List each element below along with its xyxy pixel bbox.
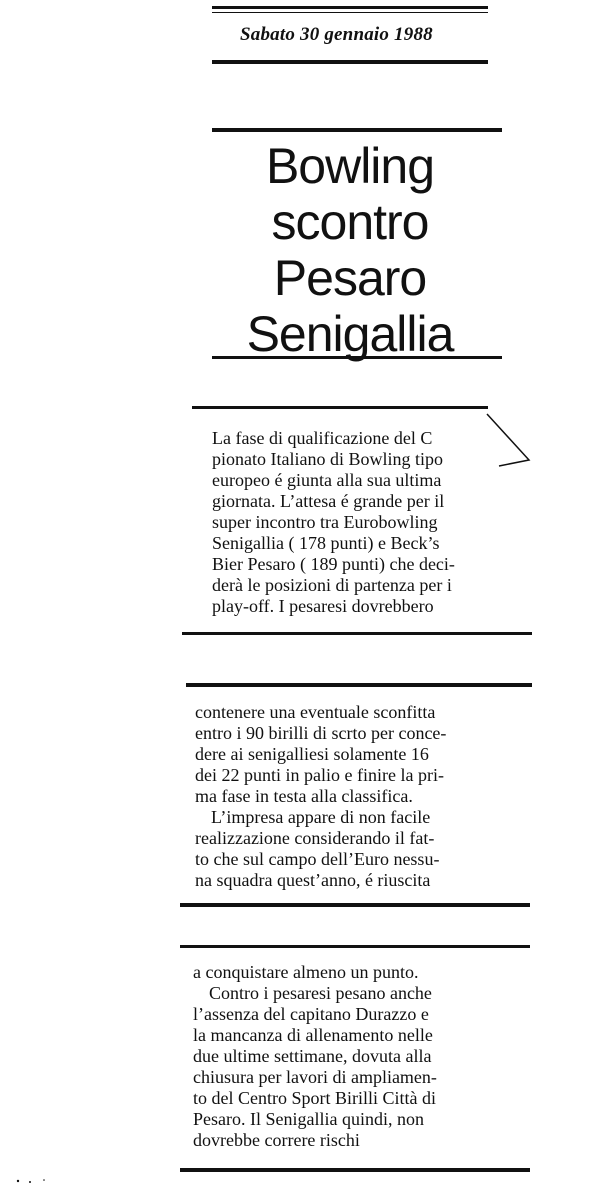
headline-line-2: scontro bbox=[271, 194, 429, 250]
column-2-line: contenere una eventuale sconfitta bbox=[195, 702, 436, 722]
column-1-line: play-off. I pesaresi dovrebbero bbox=[212, 596, 434, 616]
column-1-line: Senigallia ( 178 punti) e Beck’s bbox=[212, 533, 440, 553]
headline-line-3: Pesaro bbox=[273, 250, 427, 306]
column-3-line: due ultime settimane, dovuta alla bbox=[193, 1046, 432, 1066]
column-2-line: na squadra quest’anno, é riuscita bbox=[195, 870, 431, 890]
article-column-2 bbox=[195, 702, 517, 891]
headline-line-4: Senigallia bbox=[246, 306, 454, 362]
column-2-line: dere ai senigalliesi solamente 16 bbox=[195, 744, 429, 764]
column-2-line: L’impresa appare di non facile bbox=[211, 807, 431, 827]
column-3-line: to del Centro Sport Birilli Città di bbox=[193, 1088, 436, 1108]
rule-col2-top bbox=[186, 683, 532, 687]
rule-col1-bottom bbox=[182, 632, 532, 635]
column-3-line: chiusura per lavori di ampliamen- bbox=[193, 1067, 437, 1087]
rule-col2-bottom bbox=[180, 903, 530, 907]
rule-top-1 bbox=[212, 6, 488, 9]
column-1-line: europeo é giunta alla sua ultima bbox=[212, 470, 442, 490]
column-2-line: realizzazione considerando il fat- bbox=[195, 828, 435, 848]
column-3-line: la mancanza di allenamento nelle bbox=[193, 1025, 433, 1045]
rule-headline-top bbox=[212, 128, 502, 132]
column-3-line: dovrebbe correre rischi bbox=[193, 1130, 360, 1150]
scan-specks bbox=[14, 1176, 54, 1186]
rule-top-2 bbox=[212, 12, 488, 13]
rule-col3-top bbox=[180, 945, 530, 948]
column-3-line: Contro i pesaresi pesano anche bbox=[209, 983, 432, 1003]
column-1-line: pionato Italiano di Bowling tipo bbox=[212, 449, 443, 469]
column-1-line: La fase di qualificazione del C bbox=[212, 428, 433, 448]
column-2-line: ma fase in testa alla classifica. bbox=[195, 786, 413, 806]
rule-date-bottom bbox=[212, 60, 488, 64]
article-column-3 bbox=[193, 962, 515, 1151]
column-3-line: l’assenza del capitano Durazzo e bbox=[193, 1004, 429, 1024]
headline-line-1: Bowling bbox=[265, 138, 435, 194]
column-2-line: dei 22 punti in palio e finire la pri- bbox=[195, 765, 444, 785]
rule-col1-top bbox=[192, 406, 488, 409]
column-3-line: a conquistare almeno un punto. bbox=[193, 962, 419, 982]
rule-col3-bottom bbox=[180, 1168, 530, 1172]
date-line: Sabato 30 gennaio 1988 bbox=[240, 24, 433, 45]
article-column-1 bbox=[212, 428, 534, 617]
column-1-line: super incontro tra Eurobowling bbox=[212, 512, 438, 532]
column-1-line: Bier Pesaro ( 189 punti) che deci- bbox=[212, 554, 455, 574]
headline bbox=[200, 138, 500, 362]
column-1-line: giornata. L’attesa é grande per il bbox=[212, 491, 445, 511]
column-3-line: Pesaro. Il Senigallia quindi, non bbox=[193, 1109, 424, 1129]
column-1-line: derà le posizioni di partenza per i bbox=[212, 575, 452, 595]
column-2-line: entro i 90 birilli di scrto per conce- bbox=[195, 723, 447, 743]
column-2-line: to che sul campo dell’Euro nessu- bbox=[195, 849, 440, 869]
